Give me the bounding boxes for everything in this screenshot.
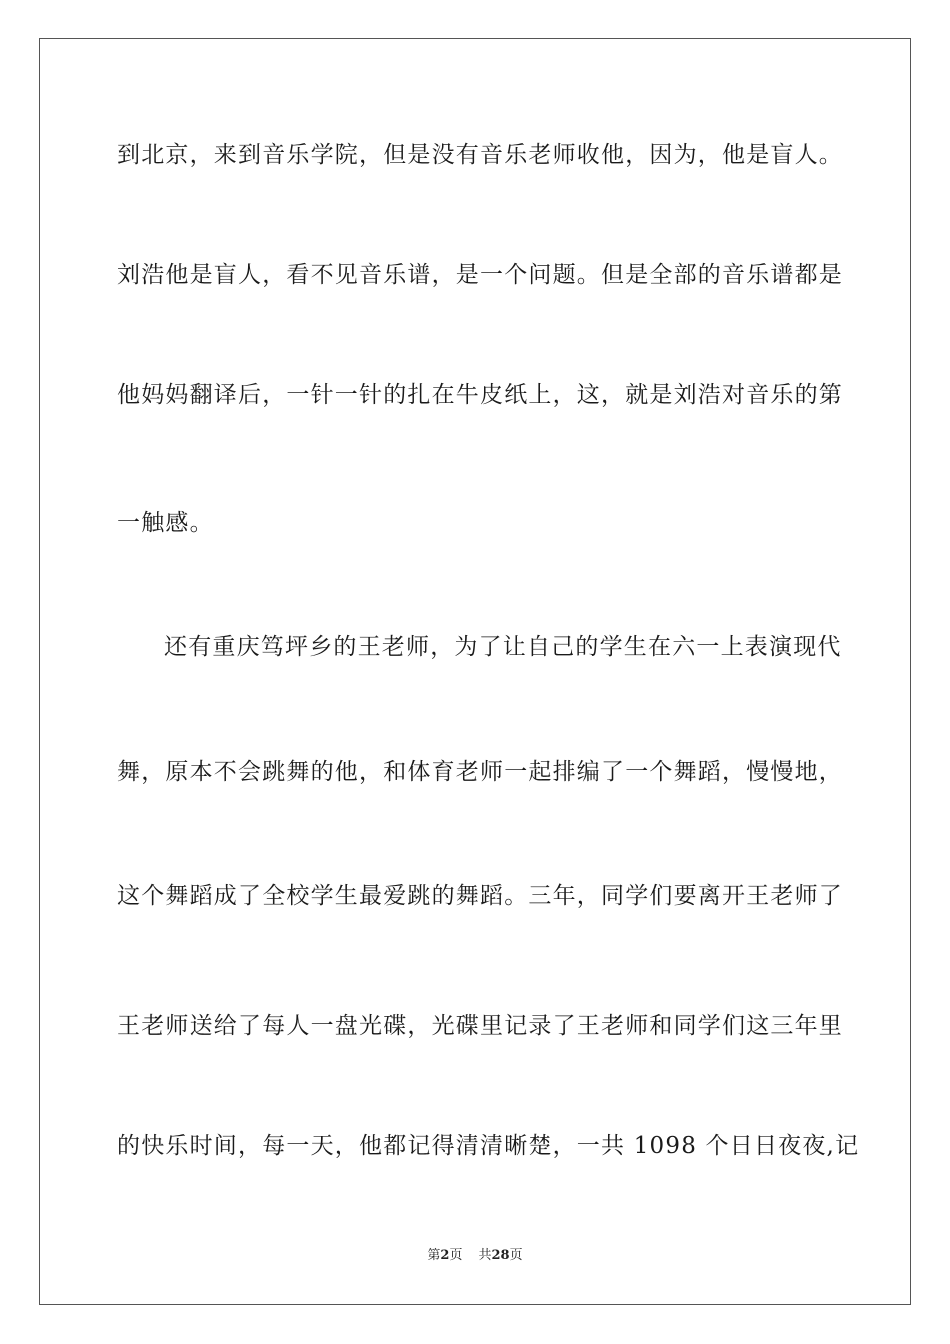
total-suffix: 页 xyxy=(509,1248,523,1263)
body-line-3: 他妈妈翻译后，一针一针的扎在牛皮纸上，这，就是刘浩对音乐的第 xyxy=(117,382,843,408)
body-line-4: 一触感。 xyxy=(117,510,214,536)
page-suffix: 页 xyxy=(449,1248,463,1263)
page-footer xyxy=(0,1247,950,1265)
body-line-9: 的快乐时间，每一天，他都记得清清晰楚，一共 1098 个日日夜夜,记 xyxy=(117,1133,860,1159)
total-prefix: 共 xyxy=(478,1248,492,1263)
body-line-1: 到北京，来到音乐学院，但是没有音乐老师收他，因为，他是盲人。 xyxy=(117,142,843,168)
body-line-5: 还有重庆笃坪乡的王老师，为了让自己的学生在六一上表演现代 xyxy=(164,634,842,660)
body-line-2: 刘浩他是盲人，看不见音乐谱，是一个问题。但是全部的音乐谱都是 xyxy=(117,262,843,288)
body-line-6: 舞，原本不会跳舞的他，和体育老师一起排编了一个舞蹈，慢慢地， xyxy=(117,759,843,785)
page-prefix: 第 xyxy=(427,1248,441,1263)
body-line-7: 这个舞蹈成了全校学生最爱跳的舞蹈。三年，同学们要离开王老师了 xyxy=(117,883,843,909)
page-number: 2 xyxy=(440,1248,450,1263)
body-line-8: 王老师送给了每人一盘光碟，光碟里记录了王老师和同学们这三年里 xyxy=(117,1013,843,1039)
page-border xyxy=(39,38,911,1305)
total-pages: 28 xyxy=(491,1248,510,1263)
